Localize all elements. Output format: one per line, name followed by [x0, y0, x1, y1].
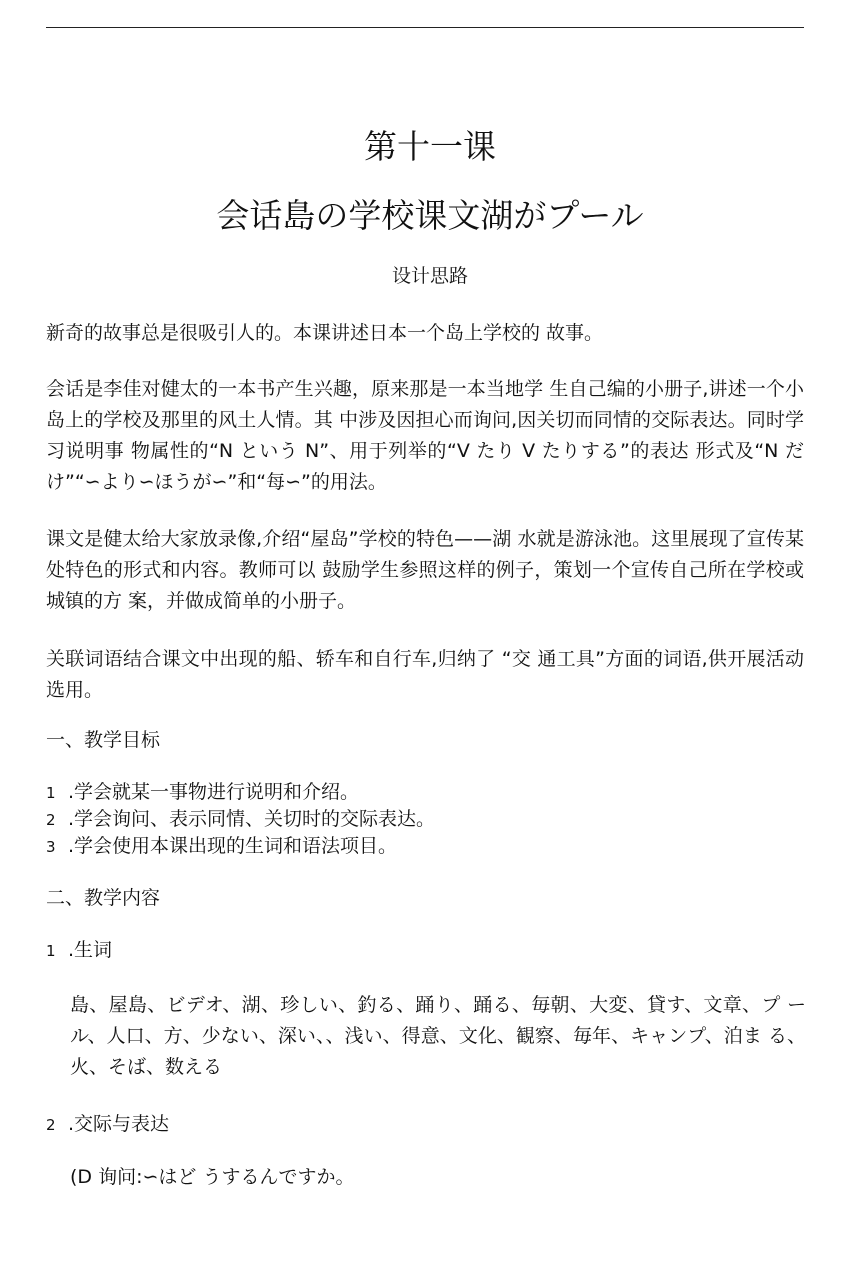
- expression-item: (D 询问:∽はど うするんですか。: [70, 1166, 355, 1188]
- heading-teaching-content: 二、教学内容: [46, 887, 161, 909]
- top-rule: [46, 27, 804, 28]
- list-number: 2: [46, 1116, 56, 1134]
- list-text: .交际与表达: [68, 1113, 170, 1135]
- section-label: 设计思路: [391, 265, 468, 287]
- paragraph-intro: 新奇的故事总是很吸引人的。本课讲述日本一个岛上学校的 故事。: [46, 322, 604, 344]
- vocabulary-list: 島、屋島、ビデオ、湖、珍しい、釣る、踊り、踊る、毎朝、大変、貸す、文章、プ ール、人口、方、少ない、深い、、浅い、得意、文化、観察、毎年、キャンプ、泊ま る、火、そば、数える: [70, 994, 806, 1078]
- paragraph-text: 课文是健太给大家放录像,介绍“屋岛”学校的特色——湖 水就是游泳池。这里展现了宣传某处特色的形式和内容。教师可以 鼓励学生参照这样的例子，策划一个宣传自己所在学校或城镇的方 案，并做成简单的小册子。: [46, 528, 804, 612]
- item-vocab-heading: [46, 936, 112, 965]
- paragraph-conversation: 会话是李佳对健太的一本书产生兴趣，原来那是一本当地学 生自己编的小册子,讲述一个小岛上的学校及那里的风土人情。其 中涉及因担心而询问,因关切而同情的交际表达。同时学习说明事 物属性的“N という N”、用于列举的“V たり V たりする”的表达 形式及“N だけ”“∽より∽ほうが∽”和“每∽”的用法。: [46, 378, 804, 493]
- goals-list: [46, 779, 806, 860]
- lesson-title: 会话島の学校课文湖がプール: [216, 196, 644, 235]
- list-number: 2: [46, 811, 56, 829]
- list-number: 1: [46, 784, 56, 802]
- list-item: [46, 779, 806, 806]
- paragraph-vocabulary: 关联词语结合课文中出现的船、轿车和自行车,归纳了 “交 通工具”方面的词语,供开展活动选用。: [46, 648, 804, 701]
- list-number: 1: [46, 942, 56, 960]
- item-communication-heading: [46, 1110, 169, 1139]
- page-title: 第十一课: [364, 127, 496, 166]
- list-text: .学会使用本课出现的生词和语法项目。: [68, 835, 398, 857]
- list-text: .生词: [68, 939, 113, 961]
- heading-teaching-goals: 一、教学目标: [46, 729, 161, 751]
- list-text: .学会询问、表示同情、关切时的交际表达。: [68, 808, 436, 830]
- list-text: .学会就某一事物进行说明和介绍。: [68, 781, 360, 803]
- list-number: 3: [46, 838, 56, 856]
- list-item: [46, 806, 806, 833]
- list-item: [46, 833, 806, 860]
